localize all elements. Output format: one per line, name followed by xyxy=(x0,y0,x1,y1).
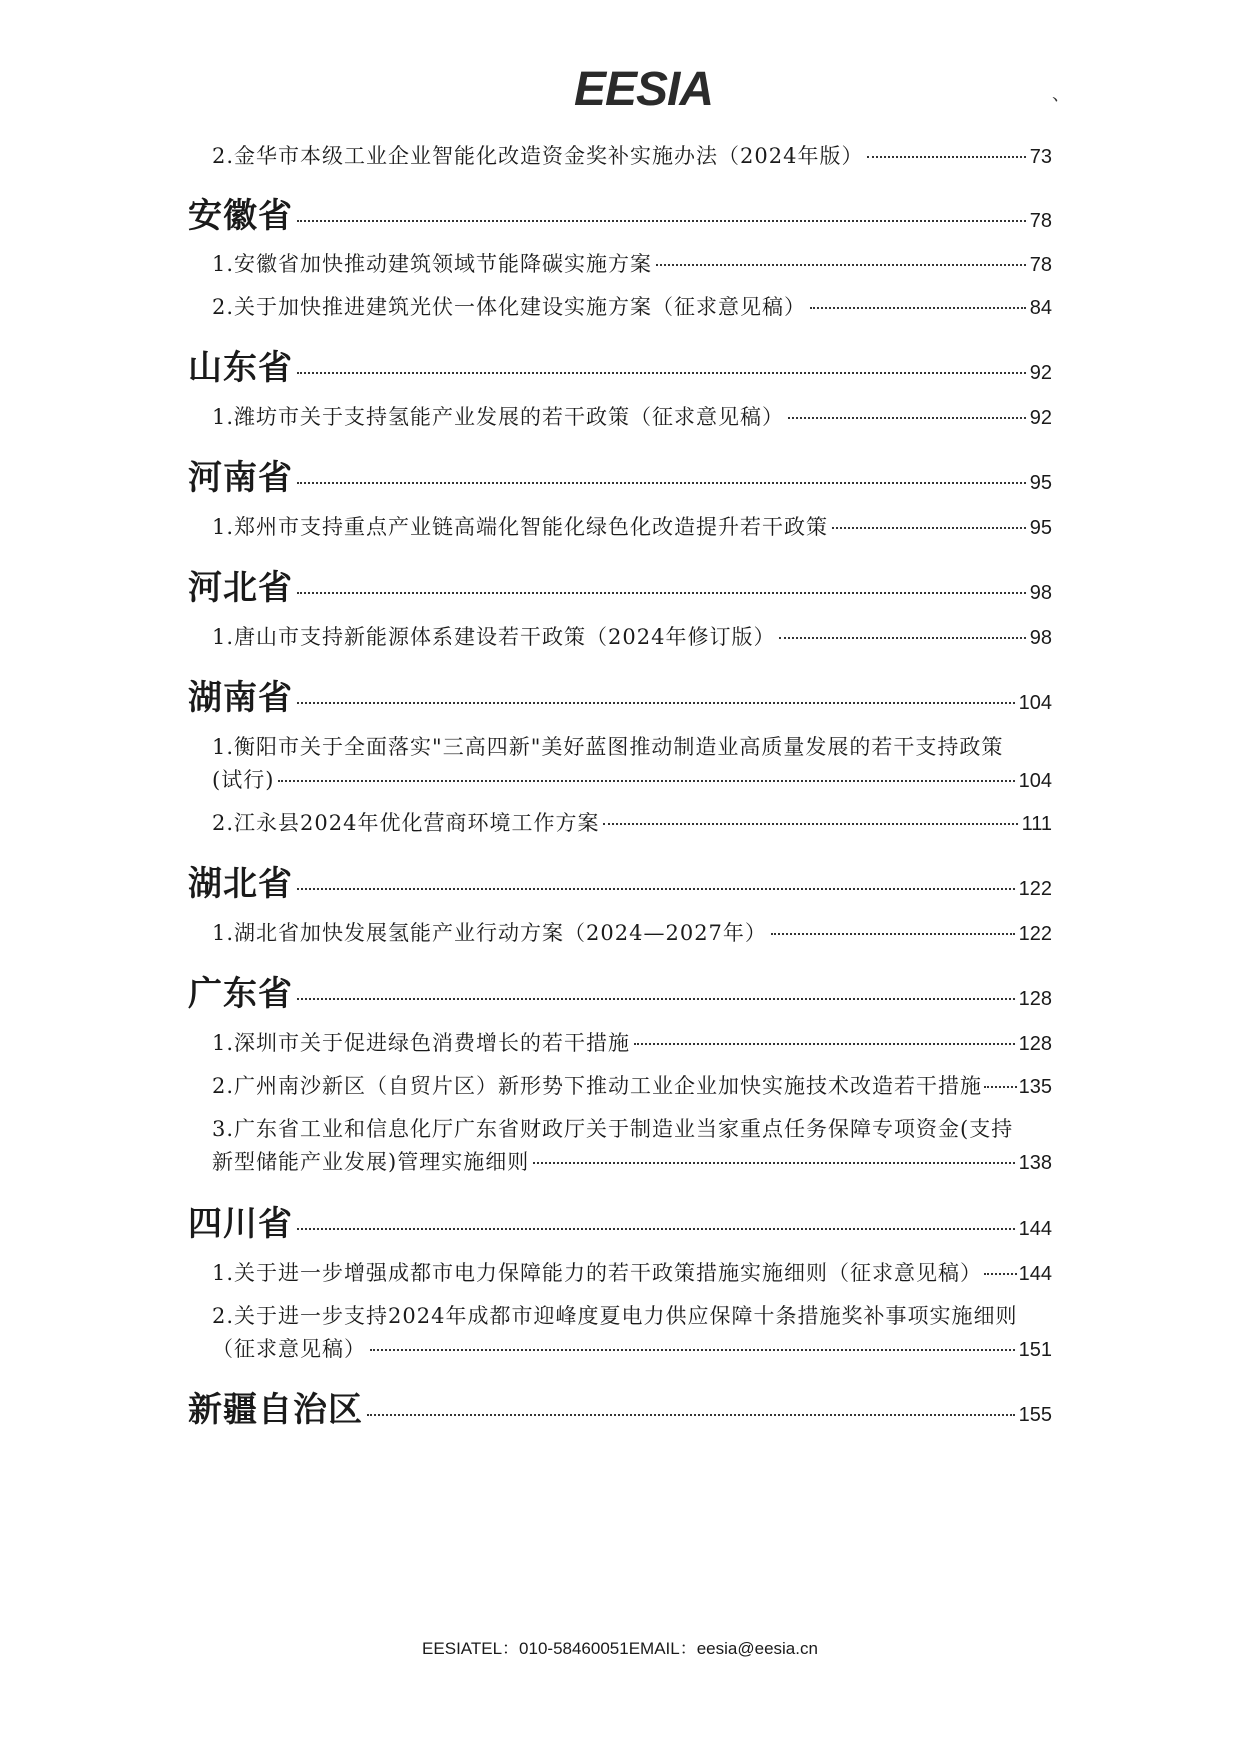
toc-section-page: 92 xyxy=(1029,362,1052,384)
toc-section[interactable] xyxy=(188,340,1052,389)
leader-dots xyxy=(297,220,1026,222)
leader-dots xyxy=(297,372,1026,374)
toc-entry-title: 新型储能产业发展)管理实施细则 xyxy=(212,1150,530,1174)
toc-section[interactable] xyxy=(188,450,1052,499)
leader-dots xyxy=(297,592,1026,594)
toc-entry-page: 104 xyxy=(1018,770,1052,792)
toc-entry-page: 84 xyxy=(1029,297,1052,319)
toc-section-page: 104 xyxy=(1018,692,1052,714)
toc-section-title: 新疆自治区 xyxy=(188,1390,363,1430)
leader-dots xyxy=(779,637,1025,639)
toc-section-title: 湖南省 xyxy=(188,678,293,718)
page-footer: EESIATEL：010-58460051EMAIL：eesia@eesia.cn xyxy=(422,1639,818,1658)
toc-entry[interactable] xyxy=(212,140,1052,170)
leader-dots xyxy=(367,1414,1015,1416)
toc-entry[interactable] xyxy=(212,764,1052,794)
toc-entry-page: 122 xyxy=(1018,923,1052,945)
toc-entry-page: 92 xyxy=(1029,407,1052,429)
toc-section-page: 128 xyxy=(1018,988,1052,1010)
toc-section-title: 山东省 xyxy=(188,348,293,388)
toc-entry-title: 2.江永县2024年优化营商环境工作方案 xyxy=(212,811,600,835)
toc-entry-title: 1.深圳市关于促进绿色消费增长的若干措施 xyxy=(212,1031,631,1055)
toc-section[interactable] xyxy=(188,188,1052,237)
toc-section-title: 河北省 xyxy=(188,568,293,608)
toc-entry-page: 144 xyxy=(1018,1263,1052,1285)
leader-dots xyxy=(297,888,1015,890)
leader-dots xyxy=(810,307,1026,309)
toc-entry-page: 135 xyxy=(1018,1076,1052,1098)
toc-section-page: 122 xyxy=(1018,878,1052,900)
leader-dots xyxy=(533,1162,1014,1164)
toc-section-page: 78 xyxy=(1029,210,1052,232)
leader-dots xyxy=(656,264,1026,266)
toc-entry-title: 2.广州南沙新区（自贸片区）新形势下推动工业企业加快实施技术改造若干措施 xyxy=(212,1074,983,1098)
toc-entry-page: 95 xyxy=(1029,517,1052,539)
leader-dots xyxy=(771,933,1015,935)
toc-entry-page: 128 xyxy=(1018,1033,1052,1055)
toc-section-title: 湖北省 xyxy=(188,864,293,904)
leader-dots xyxy=(984,1086,1017,1088)
leader-dots xyxy=(297,998,1015,1000)
toc-entry[interactable] xyxy=(212,1146,1052,1176)
leader-dots xyxy=(297,702,1015,704)
leader-dots xyxy=(867,156,1025,158)
toc-entry[interactable] xyxy=(212,1070,1052,1100)
leader-dots xyxy=(788,417,1026,419)
toc-entry-title: 1.唐山市支持新能源体系建设若干政策（2024年修订版） xyxy=(212,625,776,649)
toc-entry-title: 1.潍坊市关于支持氢能产业发展的若干政策（征求意见稿） xyxy=(212,405,785,429)
toc-entry-page: 98 xyxy=(1029,627,1052,649)
toc-entry[interactable] xyxy=(212,1027,1052,1057)
toc-entry[interactable] xyxy=(212,1333,1052,1363)
toc-entry[interactable] xyxy=(212,1257,1052,1287)
toc-section-page: 98 xyxy=(1029,582,1052,604)
toc-section[interactable] xyxy=(188,856,1052,905)
toc-section-title: 安徽省 xyxy=(188,196,293,236)
toc-section[interactable] xyxy=(188,560,1052,609)
leader-dots xyxy=(603,823,1017,825)
corner-mark: 、 xyxy=(1052,84,1070,105)
leader-dots xyxy=(370,1349,1015,1351)
toc-entry-title: （征求意见稿） xyxy=(212,1337,366,1361)
toc-section[interactable] xyxy=(188,670,1052,719)
toc-entry[interactable] xyxy=(212,807,1052,837)
toc-entry[interactable] xyxy=(212,511,1052,541)
leader-dots xyxy=(984,1273,1017,1275)
toc-section-title: 四川省 xyxy=(188,1204,293,1244)
toc-entry-title: 1.关于进一步增强成都市电力保障能力的若干政策措施实施细则（征求意见稿） xyxy=(212,1261,983,1285)
toc-entry-page: 138 xyxy=(1018,1152,1052,1174)
leader-dots xyxy=(297,482,1026,484)
toc-entry[interactable] xyxy=(212,248,1052,278)
toc-section-page: 144 xyxy=(1018,1218,1052,1240)
leader-dots xyxy=(297,1228,1015,1230)
toc-section[interactable] xyxy=(188,1196,1052,1245)
toc-entry-title-line1[interactable]: 2.关于进一步支持2024年成都市迎峰度夏电力供应保障十条措施奖补事项实施细则 xyxy=(212,1304,1018,1328)
toc-entry[interactable] xyxy=(212,291,1052,321)
toc-entry-page: 73 xyxy=(1029,146,1052,168)
toc-entry-title: 1.湖北省加快发展氢能产业行动方案（2024—2027年） xyxy=(212,921,767,945)
toc-section[interactable] xyxy=(188,966,1052,1015)
toc-entry-title: 2.金华市本级工业企业智能化改造资金奖补实施办法（2024年版） xyxy=(212,144,864,168)
toc-entry-title: 1.安徽省加快推动建筑领域节能降碳实施方案 xyxy=(212,252,653,276)
toc-section-page: 155 xyxy=(1018,1404,1052,1426)
leader-dots xyxy=(832,527,1026,529)
toc-entry[interactable] xyxy=(212,621,1052,651)
toc-entry-title: 2.关于加快推进建筑光伏一体化建设实施方案（征求意见稿） xyxy=(212,295,807,319)
toc-section[interactable] xyxy=(188,1382,1052,1431)
toc-entry-title-line1[interactable]: 3.广东省工业和信息化厅广东省财政厅关于制造业当家重点任务保障专项资金(支持 xyxy=(212,1117,1014,1141)
leader-dots xyxy=(634,1043,1015,1045)
toc-entry-title: (试行) xyxy=(212,768,275,792)
toc-entry[interactable] xyxy=(212,917,1052,947)
toc-entry-page: 111 xyxy=(1021,813,1052,835)
toc-entry-page: 151 xyxy=(1018,1339,1052,1361)
toc-section-title: 河南省 xyxy=(188,458,293,498)
toc-entry-title: 1.郑州市支持重点产业链高端化智能化绿色化改造提升若干政策 xyxy=(212,515,829,539)
leader-dots xyxy=(278,780,1014,782)
toc-entry-title-line1[interactable]: 1.衡阳市关于全面落实"三高四新"美好蓝图推动制造业高质量发展的若干支持政策 xyxy=(212,735,1004,759)
toc-section-title: 广东省 xyxy=(188,974,293,1014)
eesia-logo: EESIA xyxy=(574,63,714,116)
toc-entry[interactable] xyxy=(212,401,1052,431)
toc-section-page: 95 xyxy=(1029,472,1052,494)
toc-entry-page: 78 xyxy=(1029,254,1052,276)
